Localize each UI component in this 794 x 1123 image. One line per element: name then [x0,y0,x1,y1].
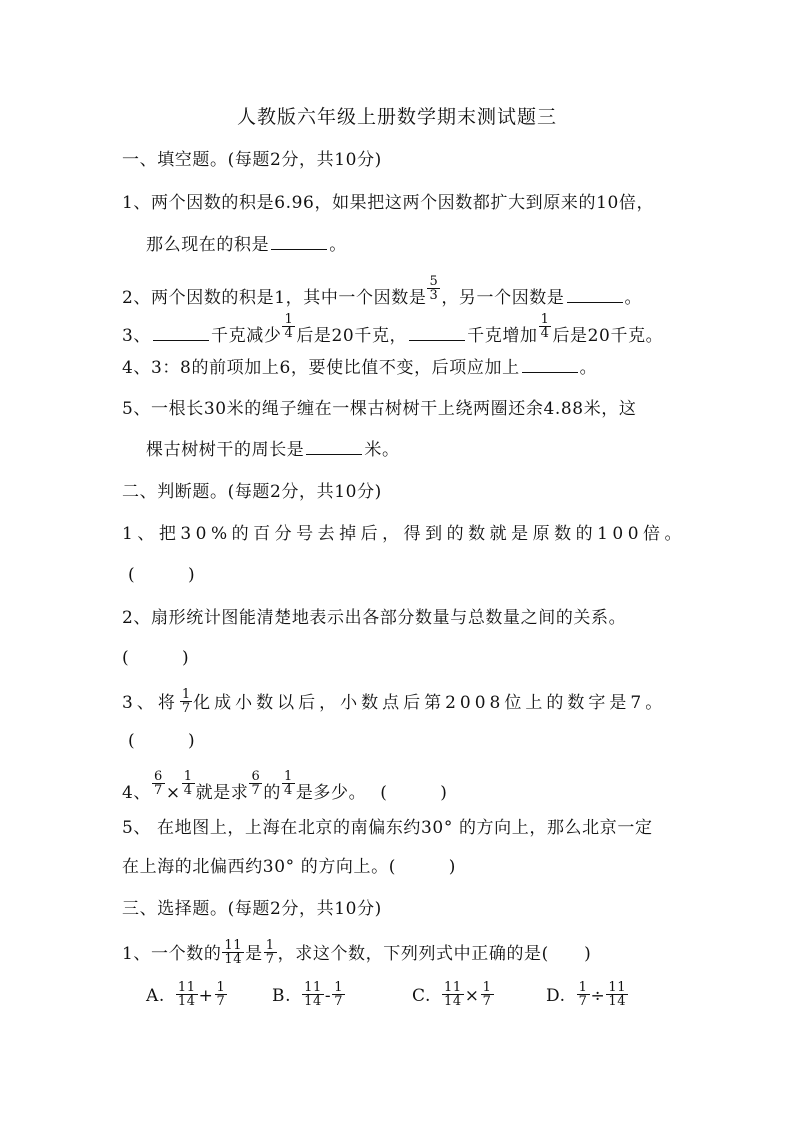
fraction-denominator: 7 [181,701,191,716]
question-3-1 [122,938,592,968]
q-text: 3、 [122,326,152,346]
answer-blank[interactable] [153,326,209,341]
option-label: B. [272,986,292,1006]
answer-blank[interactable] [306,440,362,455]
page-title: 人教版六年级上册数学期末测试题三 [236,106,557,128]
fraction-numerator: 1 [334,980,344,995]
fraction-11-14 [222,939,244,966]
fraction-denominator: 14 [224,952,243,967]
q-text: 米。 [364,440,400,460]
fraction-numerator: 5 [429,274,439,289]
question-2-3 [122,687,667,717]
operator: ÷ [590,986,606,1006]
fraction-denominator: 7 [154,783,163,798]
fraction-denominator: 4 [283,783,293,798]
q-text: 化成小数以后，小数点后第2008位上的数字是7。 [193,693,667,713]
fraction-denominator: 3 [429,288,439,303]
fraction-numerator: 11 [608,980,627,995]
times-sign: × [165,783,181,803]
fraction-denominator: 14 [444,994,462,1009]
fraction-denominator: 14 [177,994,196,1009]
option-c[interactable] [412,980,495,1010]
q-text: 的 [263,783,281,803]
question-1-1-line-a: 1、两个因数的积是6.96，如果把这两个因数都扩大到原来的10倍， [122,193,655,213]
fraction-numerator: 11 [224,938,243,953]
question-2-2: 2、扇形统计图能清楚地表示出各部分数量与总数量之间的关系。 [122,608,627,628]
option-d[interactable] [546,980,629,1010]
q-text: 3、将 [122,693,179,713]
question-1-1-line-b [146,235,347,255]
fraction-11-14 [606,981,628,1008]
fraction-1-7 [481,981,494,1008]
q-text: 千克减少 [211,326,282,346]
q-text: 棵古树树干的周长是 [146,440,305,460]
fraction-denominator: 7 [482,994,492,1009]
fraction-numerator: 1 [181,687,191,702]
option-label: C. [412,986,432,1006]
answer-paren[interactable]: ( ) [128,731,196,751]
fraction-numerator: 1 [284,312,294,327]
q-text: 那么现在的积是 [146,235,270,255]
fraction-denominator: 7 [251,783,261,798]
question-2-1: 1、把30%的百分号去掉后，得到的数就是原数的100倍。 [122,524,687,544]
q-text: 千克增加 [467,326,538,346]
fraction-1-7 [264,939,277,966]
fraction-11-14 [302,981,324,1008]
question-1-4 [122,358,597,378]
fraction-1-4 [182,770,195,797]
answer-paren[interactable]: ( ) [541,944,592,964]
fraction-denominator: 4 [284,326,294,341]
q-text: 是多少。 [295,783,367,803]
fraction-numerator: 11 [177,980,196,995]
answer-blank[interactable] [567,288,623,303]
question-2-4 [122,769,448,807]
section-header-fill-blank: 一、填空题。(每题2分，共10分) [122,150,382,170]
q-text: 就是求 [195,783,249,803]
fraction-numerator: 1 [183,769,193,784]
q-text: 后是20千克， [296,326,408,346]
fraction-denominator: 7 [578,994,588,1009]
fraction-denominator: 4 [183,783,193,798]
fraction-numerator: 11 [304,980,322,995]
fraction-denominator: 7 [216,994,226,1009]
fraction-1-7 [215,981,228,1008]
answer-paren[interactable]: ( ) [122,648,190,668]
q-text: 4、3：8的前项加上6，要使比值不变，后项应加上 [122,358,520,378]
q-text: 。 [579,358,598,378]
question-1-3 [122,312,664,350]
fraction-6-7 [152,770,165,797]
section-header-true-false: 二、判断题。(每题2分，共10分) [122,482,382,502]
q-text: 。 [624,288,643,308]
question-2-5-line-a: 5、 在地图上，上海在北京的南偏东约30° 的方向上，那么北京一定 [122,818,653,838]
fraction-denominator: 7 [265,952,275,967]
fraction-denominator: 7 [334,994,344,1009]
q-text: 2、两个因数的积是1，其中一个因数是 [122,288,427,308]
q-text: 1、一个数的 [122,944,222,964]
fraction-numerator: 6 [154,769,163,784]
fraction-numerator: 1 [216,980,226,995]
fraction-numerator: 1 [283,769,293,784]
fraction-numerator: 1 [265,938,275,953]
answer-paren[interactable]: ( ) [388,857,457,877]
fraction-numerator: 11 [444,980,462,995]
option-b[interactable] [272,980,346,1010]
fraction-6-7 [249,770,262,797]
operator: + [198,986,214,1006]
fraction-11-14 [442,981,464,1008]
q-text: 是 [245,944,263,964]
question-1-2 [122,274,643,312]
answer-blank[interactable] [271,235,327,250]
q-text: ，求这个数，下列列式中正确的是 [277,944,542,964]
answer-paren[interactable]: ( ) [380,783,448,803]
fraction-5-3 [427,275,440,302]
fraction-numerator: 1 [482,980,492,995]
q-text: 4、 [122,783,152,803]
fraction-1-4 [282,313,295,340]
fraction-1-7 [180,688,192,715]
answer-blank[interactable] [409,326,465,341]
answer-blank[interactable] [522,358,578,373]
fraction-11-14 [176,981,198,1008]
question-2-5-line-b [122,857,456,877]
q-text: ，另一个因数是 [441,288,565,308]
operator: - [324,986,332,1006]
operator: × [464,986,480,1006]
fraction-1-4 [539,313,552,340]
q-text: 后是20千克。 [552,326,664,346]
fraction-denominator: 14 [608,994,627,1009]
fraction-denominator: 4 [540,326,550,341]
fraction-numerator: 1 [540,312,550,327]
section-header-multiple-choice: 三、选择题。(每题2分，共10分) [122,899,382,919]
option-label: D. [546,986,566,1006]
fraction-numerator: 6 [251,769,261,784]
fraction-1-4 [282,770,295,797]
q-text: 在上海的北偏西约30° 的方向上。 [122,857,389,877]
fraction-1-7 [332,981,345,1008]
answer-paren[interactable]: ( ) [128,565,196,585]
fraction-1-7 [577,981,590,1008]
question-1-5-line-a: 5、一根长30米的绳子缠在一棵古树树干上绕两圈还余4.88米，这 [122,399,637,419]
fraction-numerator: 1 [578,980,588,995]
fraction-denominator: 14 [304,994,322,1009]
q-text: 。 [329,235,347,255]
option-a[interactable] [146,980,228,1010]
option-label: A. [146,986,165,1006]
question-1-5-line-b [146,440,400,460]
